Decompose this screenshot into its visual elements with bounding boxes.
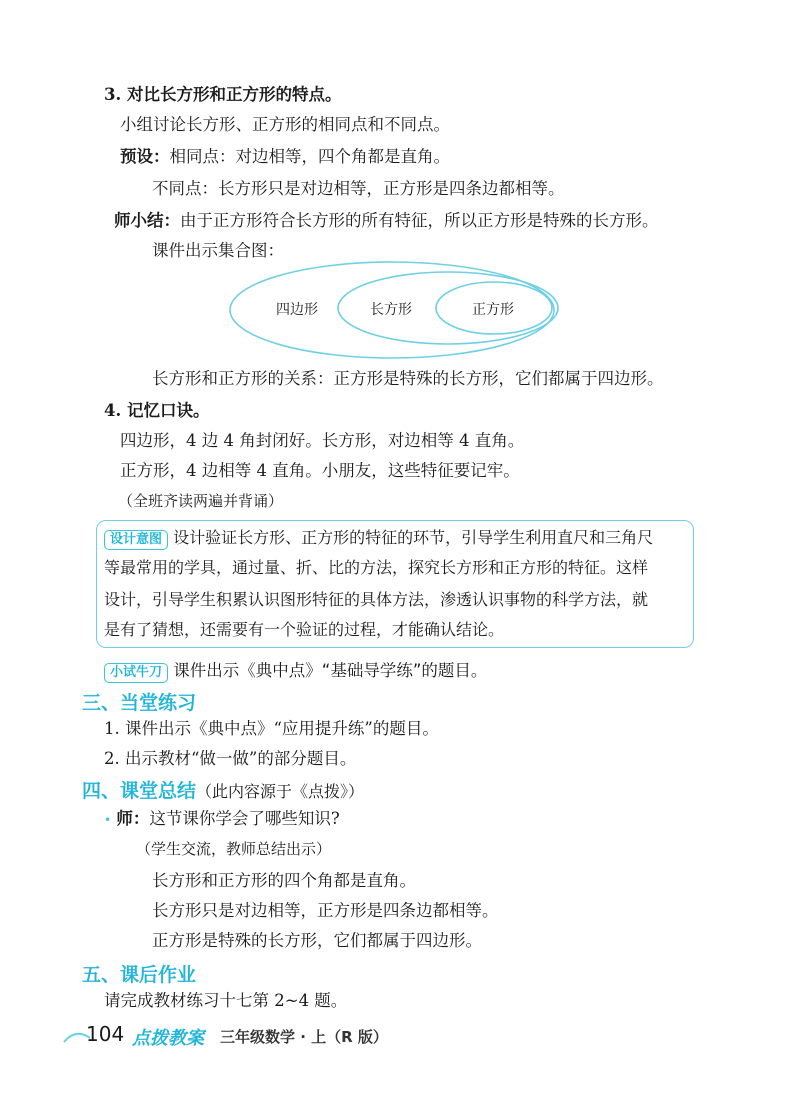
section4-source: （此内容源于《点拨》） bbox=[196, 782, 365, 801]
item3-intro: 小组讨论长方形、正方形的相同点和不同点。 bbox=[120, 115, 450, 134]
section4-note: （学生交流，教师总结出示） bbox=[136, 840, 332, 858]
venn-label-square: 正方形 bbox=[472, 302, 514, 318]
summary-point-1: 长方形和正方形的四个角都是直角。 bbox=[152, 871, 416, 890]
try-tag: 小试牛刀 bbox=[104, 663, 168, 683]
teacher-text: 这节课你学会了哪些知识? bbox=[149, 809, 340, 828]
summary-text: 由于正方形符合长方形的所有特征，所以正方形是特殊的长方形。 bbox=[180, 211, 659, 230]
summary-label: 师小结： bbox=[114, 211, 180, 230]
item3-title: 3. 对比长方形和正方形的特点。 bbox=[104, 85, 342, 104]
item4-title: 4. 记忆口诀。 bbox=[104, 401, 210, 420]
section3-title: 三、当堂练习 bbox=[82, 692, 197, 714]
courseware-text: 课件出示集合图： bbox=[152, 241, 284, 260]
section4-header bbox=[82, 776, 364, 803]
try-text: 课件出示《典中点》“基础导学练”的题目。 bbox=[173, 661, 488, 680]
relation-text: 长方形和正方形的关系：正方形是特殊的长方形，它们都属于四边形。 bbox=[152, 369, 664, 388]
design-line-3: 设计，引导学生积累认识图形特征的具体方法，渗透认识事物的科学方法，就 bbox=[104, 590, 649, 609]
preset-same: 相同点：对边相等，四个角都是直角。 bbox=[169, 147, 450, 166]
summary-point-3: 正方形是特殊的长方形，它们都属于四边形。 bbox=[152, 931, 482, 950]
venn-label-rectangle: 长方形 bbox=[370, 302, 412, 318]
footer-subtitle: 三年级数学 · 上（R 版） bbox=[220, 1028, 388, 1046]
rhyme-line-2: 正方形，4 边相等 4 直角。小朋友，这些特征要记牢。 bbox=[120, 461, 520, 480]
try-row bbox=[104, 660, 487, 683]
footer-brand: 点拨教案 bbox=[132, 1028, 204, 1049]
section5-title: 五、课后作业 bbox=[82, 964, 197, 986]
venn-label-quadrilateral: 四边形 bbox=[276, 302, 318, 318]
design-line-1-text: 设计验证长方形、正方形的特征的环节，引导学生利用直尺和三角尺 bbox=[173, 528, 654, 547]
section3-item1: 1. 课件出示《典中点》“应用提升练”的题目。 bbox=[104, 719, 439, 738]
teacher-row bbox=[104, 808, 340, 831]
page-number: 104 bbox=[86, 1022, 125, 1046]
venn-diagram bbox=[228, 258, 562, 362]
summary-point-2: 长方形只是对边相等，正方形是四条边都相等。 bbox=[152, 901, 499, 920]
teacher-label: 师： bbox=[116, 809, 150, 828]
rhyme-line-1: 四边形，4 边 4 角封闭好。长方形，对边相等 4 直角。 bbox=[120, 431, 525, 450]
homework-text: 请完成教材练习十七第 2~4 题。 bbox=[104, 991, 348, 1010]
summary-row bbox=[114, 210, 659, 232]
section4-title: 四、课堂总结 bbox=[82, 780, 197, 802]
preset-row bbox=[120, 146, 450, 168]
preset-label: 预设： bbox=[120, 147, 170, 166]
design-intent-tag: 设计意图 bbox=[104, 530, 168, 550]
preset-diff: 不同点：长方形只是对边相等，正方形是四条边都相等。 bbox=[152, 179, 565, 198]
rhyme-note: （全班齐读两遍并背诵） bbox=[118, 492, 284, 510]
design-line-2: 等最常用的学具，通过量、折、比的方法，探究长方形和正方形的特征。这样 bbox=[104, 558, 649, 577]
section3-item2: 2. 出示教材“做一做”的部分题目。 bbox=[104, 749, 357, 768]
design-line-4: 是有了猜想，还需要有一个验证的过程，才能确认结论。 bbox=[104, 620, 505, 639]
teacher-dot-icon: • bbox=[104, 813, 112, 827]
